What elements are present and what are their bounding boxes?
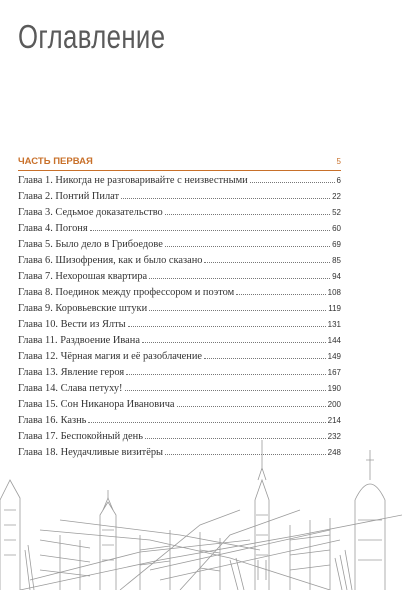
dot-leader [165, 246, 330, 247]
dot-leader [125, 390, 326, 391]
chapter-page: 119 [328, 304, 341, 313]
chapter-page: 232 [327, 432, 341, 441]
page-title: Оглавление [18, 18, 166, 55]
chapter-title: Глава 8. Поединок между профессором и поэтом [18, 287, 235, 298]
toc-entry[interactable] [18, 189, 341, 205]
toc-entry[interactable] [18, 381, 341, 397]
dot-leader [177, 406, 326, 407]
chapter-page: 144 [327, 336, 341, 345]
toc-entry[interactable] [18, 413, 341, 429]
dot-leader [88, 422, 325, 423]
dot-leader [204, 262, 330, 263]
dot-leader [121, 198, 330, 199]
toc-entry[interactable] [18, 397, 341, 413]
chapter-title: Глава 17. Беспокойный день [18, 431, 143, 442]
dot-leader [149, 310, 326, 311]
chapter-title: Глава 10. Вести из Ялты [18, 319, 126, 330]
dot-leader [165, 214, 330, 215]
chapter-page: 85 [332, 256, 341, 265]
chapter-title: Глава 2. Понтий Пилат [18, 191, 120, 202]
toc-entry[interactable] [18, 285, 341, 301]
chapter-title: Глава 1. Никогда не разговаривайте с неизвестными [18, 175, 248, 186]
part-heading[interactable] [18, 156, 341, 171]
chapter-page: 200 [327, 400, 341, 409]
chapter-page: 149 [327, 352, 341, 361]
toc-entry[interactable] [18, 253, 341, 269]
chapter-title: Глава 6. Шизофрения, как и было сказано [18, 255, 203, 266]
chapter-title: Глава 4. Погоня [18, 223, 88, 234]
toc-entry[interactable] [18, 301, 341, 317]
chapter-page: 22 [332, 192, 341, 201]
chapter-page: 52 [332, 208, 341, 217]
table-of-contents [18, 156, 341, 461]
chapter-page: 6 [336, 176, 341, 185]
dot-leader [145, 438, 326, 439]
city-sketch-illustration [0, 440, 402, 590]
toc-entry[interactable] [18, 237, 341, 253]
chapter-title: Глава 15. Сон Никанора Ивановича [18, 399, 175, 410]
chapter-page: 131 [327, 320, 341, 329]
dot-leader [126, 374, 326, 375]
chapter-title: Глава 12. Чёрная магия и её разоблачение [18, 351, 203, 362]
toc-entry[interactable] [18, 317, 341, 333]
chapter-title: Глава 3. Седьмое доказательство [18, 207, 163, 218]
chapter-page: 94 [332, 272, 341, 281]
chapter-title: Глава 11. Раздвоение Ивана [18, 335, 140, 346]
dot-leader [128, 326, 326, 327]
chapter-page: 60 [332, 224, 341, 233]
chapter-title: Глава 18. Неудачливые визитёры [18, 447, 163, 458]
toc-entry[interactable] [18, 269, 341, 285]
toc-entry[interactable] [18, 205, 341, 221]
toc-entry[interactable] [18, 365, 341, 381]
chapter-page: 214 [327, 416, 341, 425]
dot-leader [142, 342, 326, 343]
part-label: ЧАСТЬ ПЕРВАЯ [18, 156, 93, 167]
dot-leader [250, 182, 335, 183]
chapter-page: 69 [332, 240, 341, 249]
chapter-title: Глава 9. Коровьевские штуки [18, 303, 148, 314]
dot-leader [204, 358, 326, 359]
chapter-page: 167 [327, 368, 341, 377]
chapter-page: 190 [327, 384, 341, 393]
toc-entry[interactable] [18, 173, 341, 189]
dot-leader [90, 230, 330, 231]
chapter-list [18, 173, 341, 461]
chapter-page: 248 [327, 448, 341, 457]
dot-leader [236, 294, 325, 295]
toc-entry[interactable] [18, 333, 341, 349]
chapter-title: Глава 5. Было дело в Грибоедове [18, 239, 163, 250]
chapter-title: Глава 16. Казнь [18, 415, 87, 426]
chapter-page: 108 [327, 288, 341, 297]
chapter-title: Глава 13. Явление героя [18, 367, 125, 378]
chapter-title: Глава 14. Слава петуху! [18, 383, 123, 394]
toc-entry[interactable] [18, 349, 341, 365]
chapter-title: Глава 7. Нехорошая квартира [18, 271, 148, 282]
toc-entry[interactable] [18, 221, 341, 237]
part-page: 5 [336, 157, 341, 166]
dot-leader [149, 278, 330, 279]
